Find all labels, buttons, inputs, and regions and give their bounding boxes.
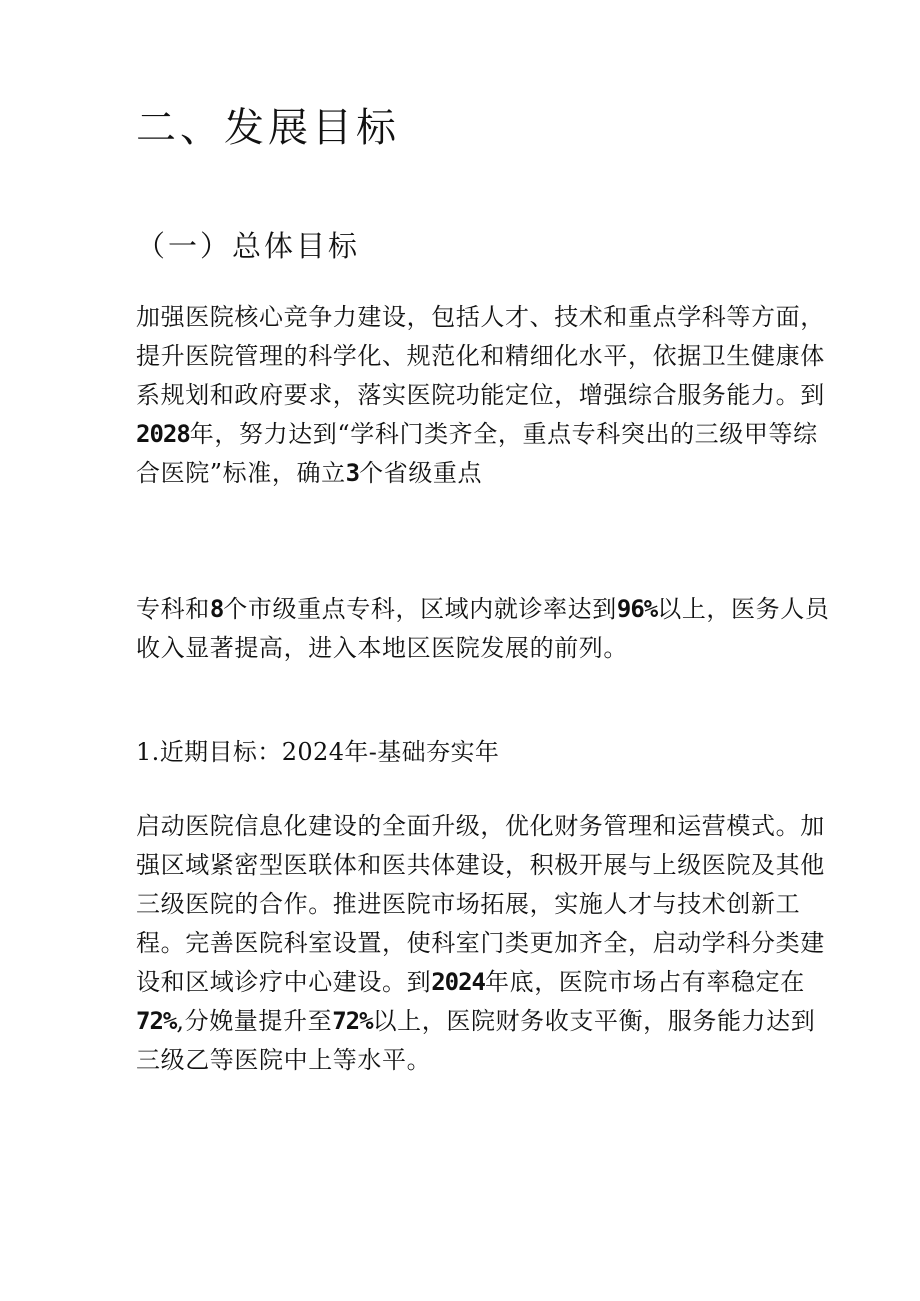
subsection-heading: （一）总体目标 xyxy=(136,229,361,263)
overall-goal-paragraph-continued xyxy=(136,590,830,668)
paragraph-line: 收入显著提高，进入本地区医院发展的前列。 xyxy=(136,634,628,662)
short-term-goal-heading: 1.近期目标：2024年-基础夯实年 xyxy=(136,738,500,766)
paragraph-line: 系规划和政府要求，落实医院功能定位，增强综合服务能力。到 xyxy=(136,381,825,409)
paragraph-line: 三级医院的合作。推进医院市场拓展，实施人才与技术创新工 xyxy=(136,890,801,918)
paragraph-line: 专科和8个市级重点专科，区域内就诊率达到96%以上，医务人员 xyxy=(136,595,830,623)
paragraph-line: 启动医院信息化建设的全面升级，优化财务管理和运营模式。加 xyxy=(136,812,825,840)
paragraph-line: 合医院”标准，确立3个省级重点 xyxy=(136,459,483,487)
paragraph-line: 设和区域诊疗中心建设。到2024年底，医院市场占有率稳定在 xyxy=(136,968,805,996)
short-term-goal-paragraph xyxy=(136,807,825,1080)
paragraph-line: 加强医院核心竞争力建设，包括人才、技术和重点学科等方面， xyxy=(136,303,825,331)
section-heading: 二、发展目标 xyxy=(136,105,400,151)
paragraph-line: 三级乙等医院中上等水平。 xyxy=(136,1046,432,1074)
paragraph-line: 2028年，努力达到“学科门类齐全，重点专科突出的三级甲等综 xyxy=(136,420,818,448)
paragraph-line: 提升医院管理的科学化、规范化和精细化水平，依据卫生健康体 xyxy=(136,342,825,370)
paragraph-line: 72%,分娩量提升至72%以上，医院财务收支平衡，服务能力达到 xyxy=(136,1007,816,1035)
overall-goal-paragraph xyxy=(136,298,825,493)
paragraph-line: 强区域紧密型医联体和医共体建设，积极开展与上级医院及其他 xyxy=(136,851,825,879)
paragraph-line: 程。完善医院科室设置，使科室门类更加齐全，启动学科分类建 xyxy=(136,929,825,957)
